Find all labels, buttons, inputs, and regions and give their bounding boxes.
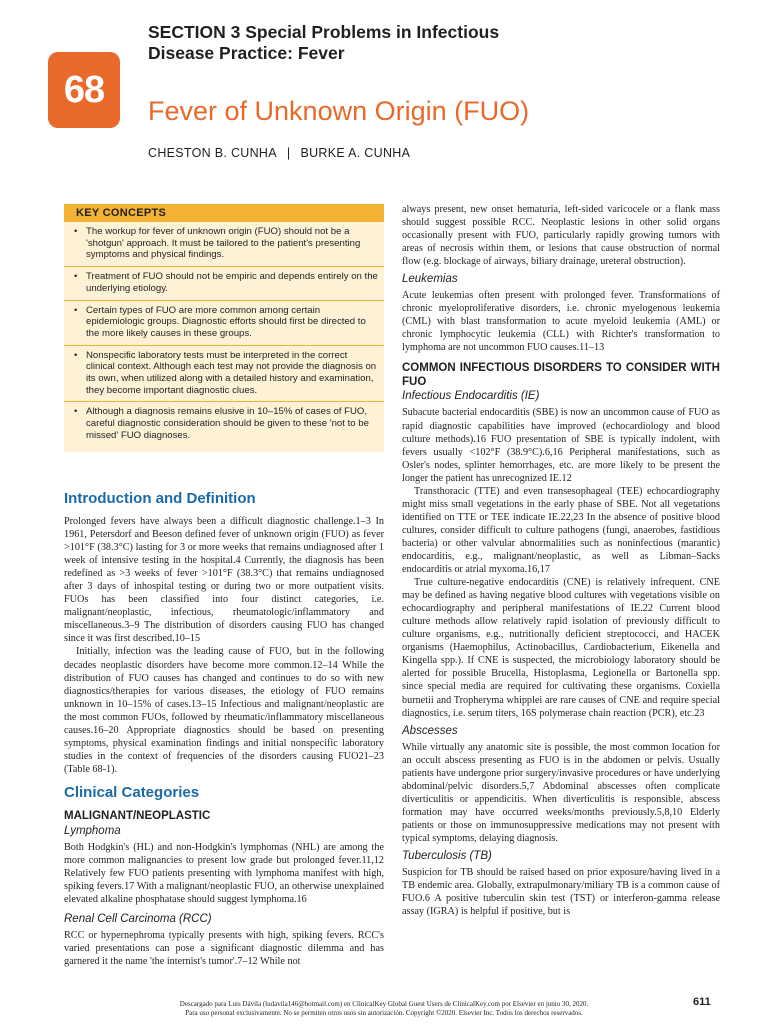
common-infectious-heading: COMMON INFECTIOUS DISORDERS TO CONSIDER WITH FUO xyxy=(402,362,720,389)
leukemias-paragraph: Acute leukemias often present with prolonged fever. Transformations of chronic myeloproliferative disorders, i.e. chronic myelogenous leukemia (CML) with blast transformation to acute myeloid leukemia (AML) or chronic lymphocytic leukemia (CLL) with Richter's transformation to lymphoma are not uncommon FUO causes.11–13 xyxy=(402,290,720,354)
intro-paragraph-2: Initially, infection was the leading cause of FUO, but in the following decades neoplastic disorders have become more common.12–14 While the distribution of FUO causes has changed and continues to do so with new diagnostics/therapies for various diseases, the etiology of FUO remains unknown in 10–15% of cases.13–15 Infectious and malignant/neoplastic are the most common FUOs, followed by rheumatic/inflammatory miscellaneous causes.16–20 Appropriate diagnostics should be based on presenting symptoms, physical examination findings and initial nonspecific laboratory studies in the context of frequencies of the disorders causing FUO21–23 (Table 68-1). xyxy=(64,646,384,775)
intro-heading: Introduction and Definition xyxy=(64,490,256,507)
section-heading: SECTION 3 Special Problems in Infectious Disease Practice: Fever xyxy=(148,22,500,63)
intro-paragraph-1: Prolonged fevers have always been a difficult diagnostic challenge.1–3 In 1961, Petersdorf and Beeson defined fever of unknown origin (FUO) as fever >101°F (38.3°C) lasting for 3 or more weeks that remains undiagnosed after 1 week of intensive testing in the hospital.4 Currently, the diagnosis has been redefined as >3 weeks of fever >101°F (38.3°C) that remains undiagnosed after 3 days of inhospital testing or during two or more outpatient visits. FUOs has been classified into four distinct categories, i.e. malignant/neoplastic, infectious, rheumatologic/inflammatory and miscellaneous.3–9 The distribution of disorders causing FUO has changed since it was first described.10–15 xyxy=(64,516,384,645)
key-concept-item: • Nonspecific laboratory tests must be interpreted in the correct clinical context. Although each test may not provide the diagnosis on its own, when utilized along with a detailed history and examination, they become important diagnostic clues. xyxy=(64,346,384,403)
rcc-heading: Renal Cell Carcinoma (RCC) xyxy=(64,913,212,926)
rcc-paragraph: RCC or hypernephroma typically presents with high, spiking fevers. RCC's varied presentations can pose a significant diagnostic dilemma and has garnered it the name 'the internist's tumor'.7–12 While not xyxy=(64,930,384,968)
lymphoma-paragraph: Both Hodgkin's (HL) and non-Hodgkin's lymphomas (NHL) are among the more common malignancies to present low grade but prolonged fever.11,12 Relatively few FUO patients presenting with lymphoma manifest with high, spiking fevers.17 With a malignant/neoplastic FUO, an otherwise unexplained elevated alkaline phosphatase should suggest lymphoma.16 xyxy=(64,841,384,906)
tb-paragraph: Suspicion for TB should be raised based on prior exposure/having lived in a TB endemic area. Globally, extrapulmonary/miliary TB is a common cause of FUO.6 A positive tuberculin skin test (TST) or interferon-gamma release assay (IGRA) is helpful if positive, but is xyxy=(402,866,720,918)
authors xyxy=(148,146,410,160)
key-concept-item: • The workup for fever of unknown origin (FUO) should not be a 'shotgun' approach. It must be tailored to the patient's presenting symptoms and physical findings. xyxy=(64,222,384,267)
author-separator: | xyxy=(286,146,291,160)
page-number: 611 xyxy=(693,996,711,1008)
footer-line-2: Para uso personal exclusivamente. No se permiten otros usos sin autorización. Copyright ©2020. Elsevier Inc. Todos los derechos reservados. xyxy=(185,1009,583,1017)
key-concept-item: • Treatment of FUO should not be empiric and depends entirely on the underlying etiology. xyxy=(64,267,384,300)
author-2: BURKE A. CUNHA xyxy=(300,146,411,160)
abscesses-paragraph: While virtually any anatomic site is possible, the most common location for an occult abscess presenting as FUO is in the abdomen or pelvis. Usually patients have undergone prior surgery/invasive procedures or have underlying abdominal/pelvic disorders.5,7 Abdominal abscesses often complicate diverticulitis or appendicitis. When diverticulitis is responsible, abscess formation may have occurred weeks/months previously.5,8,10 Elderly patients or those on immunosuppressive medications may not present with typical symptoms, delaying diagnosis. xyxy=(402,741,720,844)
download-footer xyxy=(0,1000,768,1018)
key-concepts-heading: KEY CONCEPTS xyxy=(64,204,384,222)
lymphoma-heading: Lymphoma xyxy=(64,824,121,837)
left-column xyxy=(64,490,384,968)
ie-paragraph-3: True culture-negative endocarditis (CNE) is relatively infrequent. CNE may be defined as having negative blood cultures with vegetations visible on echocardiography and peripheral manifestations of IE.22 Current blood culture methods allow relatively rapid isolation of previously difficult to culture organisms, e.g., nutritionally deficient streptococci, and HACEK organisms (Haemophilus, Actinobacillus, Cardiobacterium, Eikenella and Kingella spp.). If CNE is suspected, the microbiology laboratory should be alerted for possible Brucella, Histoplasma, Legionella or Bartonella spp. since special media are required for cultivating these organisms. Coxiella burnetii and Tropheryma whipplei are rare causes of CNE and require special diagnostics, i.e. serum titers, 16S polymerase chain reaction (PCR), etc.23 xyxy=(402,577,720,719)
ie-paragraph-1: Subacute bacterial endocarditis (SBE) is now an uncommon cause of FUO as rapid diagnostic capabilities have improved (echocardiology and blood culture methods).16 FUO presentation of SBE is typically indolent, with fevers usually <102°F (38.9°C).6,16 Peripheral manifestations, such as Osler's nodes, splinter hemorrhages, etc. are more likely to be present the longer the patient has unrecognized IE.12 xyxy=(402,407,720,484)
clinical-categories-heading: Clinical Categories xyxy=(64,783,200,801)
author-1: CHESTON B. CUNHA xyxy=(148,146,277,160)
abscesses-heading: Abscesses xyxy=(402,724,458,737)
ie-paragraph-2: Transthoracic (TTE) and even transesophageal (TEE) echocardiography might miss small vegetations in the early phase of SBE. Not all vegetations identified on TTE or TEE indicate IE.22,23 In the absence of positive blood cultures, consider difficult to culture pathogens (fungi, anaerobes, fastidious bacteria) or other valvular abnormalities such as noninfectious (marantic) endocarditis, e.g., malignant/neoplastic, as well as Libman–Sacks endocarditis or atrial myxoma.16,17 xyxy=(402,485,720,576)
key-concepts-box xyxy=(64,204,384,452)
chapter-title: Fever of Unknown Origin (FUO) xyxy=(148,96,530,126)
tb-heading: Tuberculosis (TB) xyxy=(402,849,492,862)
leukemias-heading: Leukemias xyxy=(402,273,458,286)
rcc-continued-paragraph: always present, new onset hematuria, left-sided varicocele or a flank mass should suggest possible RCC. Neoplastic lesions in other solid organs occasionally present with FUO, particularly rapidly growing tumors with areas of necrosis within them, or lesions that cause obstruction of normal flow (e.g. blockage of airways, biliary drainage, ureteral obstruction). xyxy=(402,204,720,268)
ie-heading: Infectious Endocarditis (IE) xyxy=(402,390,540,403)
right-column xyxy=(402,203,720,918)
footer-line-1: Descargado para Luis Dávila (ludavila146@hotmail.com) en ClinicalKey Global Guest Users de ClinicalKey.com por Elsevier en junio 30, 2020. xyxy=(179,1000,589,1008)
key-concept-item: • Although a diagnosis remains elusive in 10–15% of cases of FUO, careful diagnostic consideration should be given to these 'not to be missed' FUO diagnoses. xyxy=(64,402,384,446)
malignant-heading: MALIGNANT/NEOPLASTIC xyxy=(64,809,211,822)
chapter-number-badge: 68 xyxy=(48,52,120,128)
key-concept-item: • Certain types of FUO are more common among certain epidemiologic groups. Diagnostic efforts should first be directed to the more likely causes in these groups. xyxy=(64,301,384,346)
